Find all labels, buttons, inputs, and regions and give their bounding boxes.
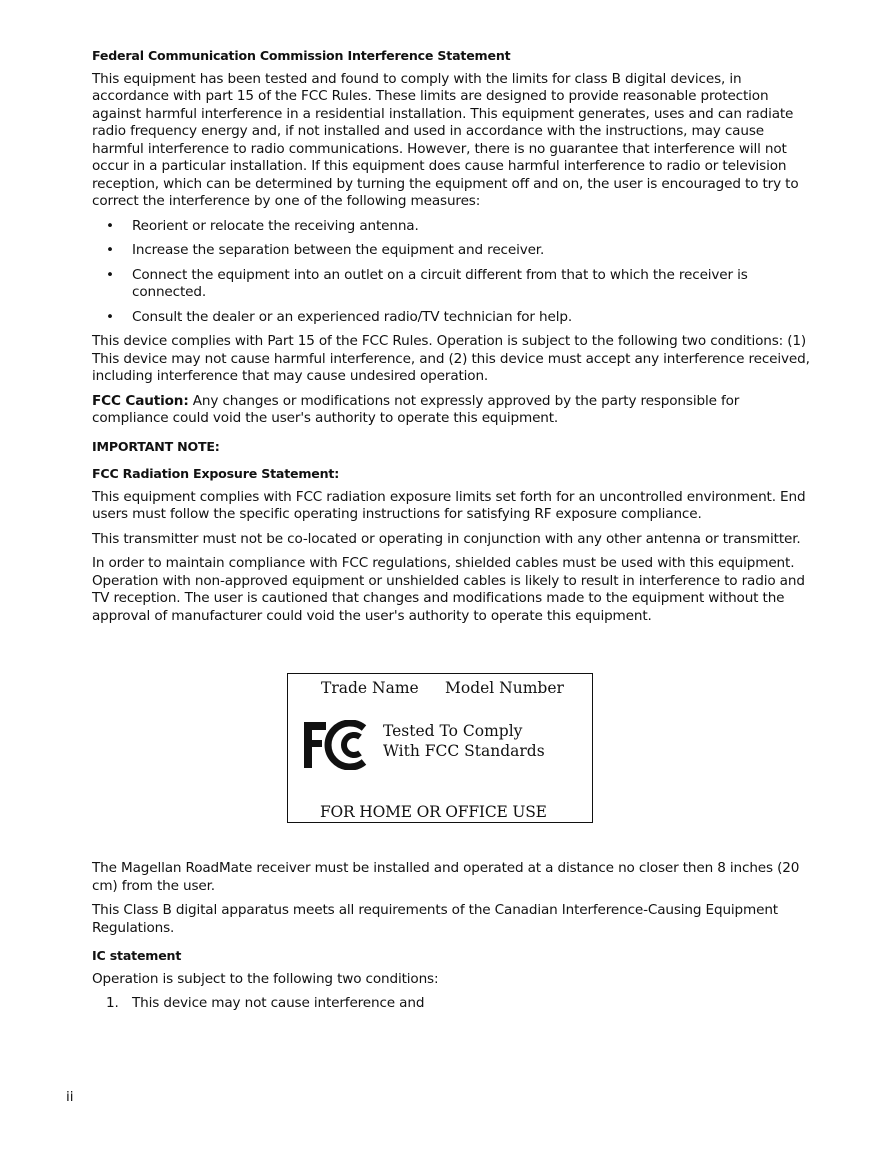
classb-paragraph: This Class B digital apparatus meets all requirements of the Canadian Interference-Causing Equipment Regulations. [92, 902, 778, 936]
radiation-exposure-heading: FCC Radiation Exposure Statement: [92, 466, 340, 481]
list-item [92, 218, 814, 236]
list-item-text: Increase the separation between the equipment and receiver. [132, 242, 545, 258]
list-number: 1. [106, 995, 119, 1011]
fcc-caution-text: Any changes or modifications not expressly approved by the party responsible for compliance could void the user's authority to operate this equipment. [92, 392, 740, 426]
model-number-label: Model Number [445, 679, 564, 697]
list-item-text: Reorient or relocate the receiving antenna. [132, 217, 419, 234]
page-number: ii [66, 1089, 74, 1105]
bullet-icon: • [106, 266, 114, 283]
fcc-interference-heading: Federal Communication Commission Interference Statement [92, 48, 511, 63]
radiation-paragraph: This equipment complies with FCC radiation exposure limits set forth for an uncontrolled environment. End users must follow the specific operating instructions for satisfying RF exposure compliance. [92, 488, 806, 522]
tested-to-comply-text [383, 721, 545, 761]
document-body [92, 47, 814, 632]
tested-line-2: With FCC Standards [383, 742, 545, 760]
lower-document-body [92, 860, 814, 1013]
tested-line-1: Tested To Comply [383, 722, 523, 740]
ic-statement-heading: IC statement [92, 948, 182, 963]
distance-paragraph: The Magellan RoadMate receiver must be installed and operated at a distance no closer then 8 inches (20 cm) from the user. [92, 860, 800, 894]
part15-paragraph: This device complies with Part 15 of the FCC Rules. Operation is subject to the following two conditions: (1) This device may not cause harmful interference, and (2) this device must accept any interference received, including interference that may cause undesired operation. [92, 333, 810, 384]
ic-paragraph: Operation is subject to the following two conditions: [92, 970, 439, 987]
list-item-text: Connect the equipment into an outlet on a circuit different from that to which the receiver is connected. [132, 266, 748, 300]
list-item [92, 309, 814, 327]
list-item [92, 995, 814, 1013]
colocated-paragraph: This transmitter must not be co-located or operating in conjunction with any other antenna or transmitter. [92, 530, 801, 547]
fcc-caution-label: FCC Caution: [92, 392, 189, 409]
measures-list [92, 218, 814, 327]
conditions-list [92, 995, 814, 1013]
fcc-caution-paragraph [92, 393, 814, 428]
list-item [92, 267, 814, 302]
bullet-icon: • [106, 242, 114, 258]
list-item-text: This device may not cause interference and [132, 995, 425, 1011]
bullet-icon: • [106, 308, 114, 325]
list-item-text: Consult the dealer or an experienced radio/TV technician for help. [132, 308, 572, 325]
list-item [92, 242, 814, 260]
bullet-icon: • [106, 217, 114, 234]
trade-name-label: Trade Name [321, 679, 419, 697]
shielded-cables-paragraph: In order to maintain compliance with FCC regulations, shielded cables must be used with this equipment. Operation with non-approved equipment or unshielded cables is likely to result in interference to radio and TV reception. The user is cautioned that changes and modifications made to the equipment without the approval of manufacturer could void the user's authority to operate this equipment. [92, 555, 805, 624]
intro-paragraph: This equipment has been tested and found to comply with the limits for class B digital devices, in accordance with part 15 of the FCC Rules. These limits are designed to provide reasonable protection against harmful interference in a residential installation. This equipment generates, uses and can radiate radio frequency energy and, if not installed and used in accordance with the instructions, may cause harmful interference to radio communications. However, there is no guarantee that interference will not occur in a particular installation. If this equipment does cause harmful interference to radio or television reception, which can be determined by turning the equipment off and on, the user is encouraged to try to correct the interference by one of the following measures: [92, 70, 799, 209]
important-note-heading: IMPORTANT NOTE: [92, 438, 220, 454]
home-office-use-label: FOR HOME OR OFFICE USE [320, 803, 547, 821]
fcc-logo-icon [302, 720, 368, 770]
fcc-compliance-label [287, 673, 593, 823]
